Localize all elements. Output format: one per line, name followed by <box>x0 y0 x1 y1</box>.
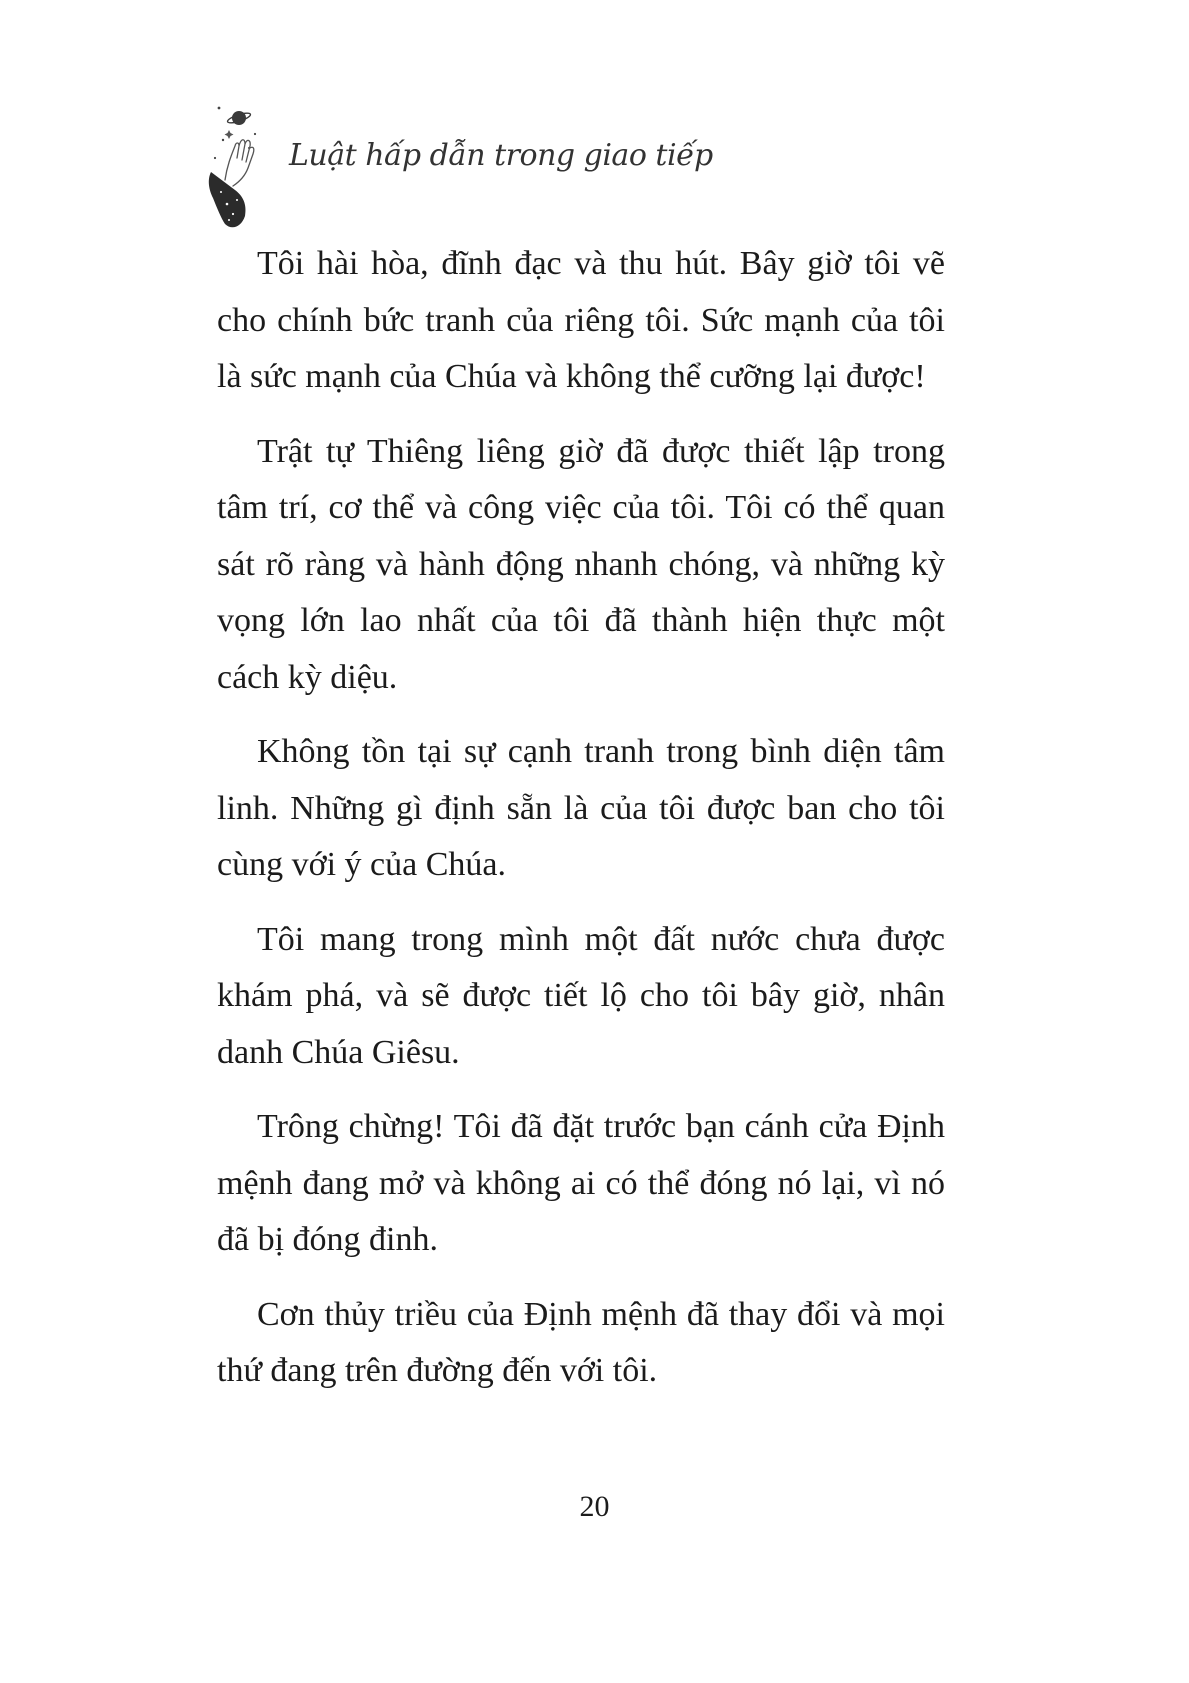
paragraph: Tôi hài hòa, đĩnh đạc và thu hút. Bây giờ tôi vẽ cho chính bức tranh của riêng tôi. Sức mạnh của tôi là sức mạnh của Chúa và không thể cưỡng lại được! <box>217 245 945 395</box>
paragraph: Không tồn tại sự cạnh tranh trong bình diện tâm linh. Những gì định sẵn là của tôi được ban cho tôi cùng với ý của Chúa. <box>217 733 945 883</box>
page-number: 20 <box>579 1490 610 1523</box>
running-title: Luật hấp dẫn trong giao tiếp <box>289 138 713 173</box>
hand-holding-planet-icon <box>205 100 285 232</box>
body-text <box>217 236 945 1418</box>
paragraph: Trật tự Thiêng liêng giờ đã được thiết lập trong tâm trí, cơ thể và công việc của tôi. Tôi có thể quan sát rõ ràng và hành động nhanh chóng, và những kỳ vọng lớn lao nhất của tôi đã thành hiện thực một cách kỳ diệu. <box>217 432 945 696</box>
running-header <box>205 100 765 240</box>
paragraph: Tôi mang trong mình một đất nước chưa được khám phá, và sẽ được tiết lộ cho tôi bây giờ, nhân danh Chúa Giêsu. <box>217 920 945 1071</box>
paragraph: Cơn thủy triều của Định mệnh đã thay đổi và mọi thứ đang trên đường đến với tôi. <box>217 1295 945 1389</box>
paragraph: Trông chừng! Tôi đã đặt trước bạn cánh cửa Định mệnh đang mở và không ai có thể đóng nó lại, vì nó đã bị đóng đinh. <box>217 1108 945 1258</box>
